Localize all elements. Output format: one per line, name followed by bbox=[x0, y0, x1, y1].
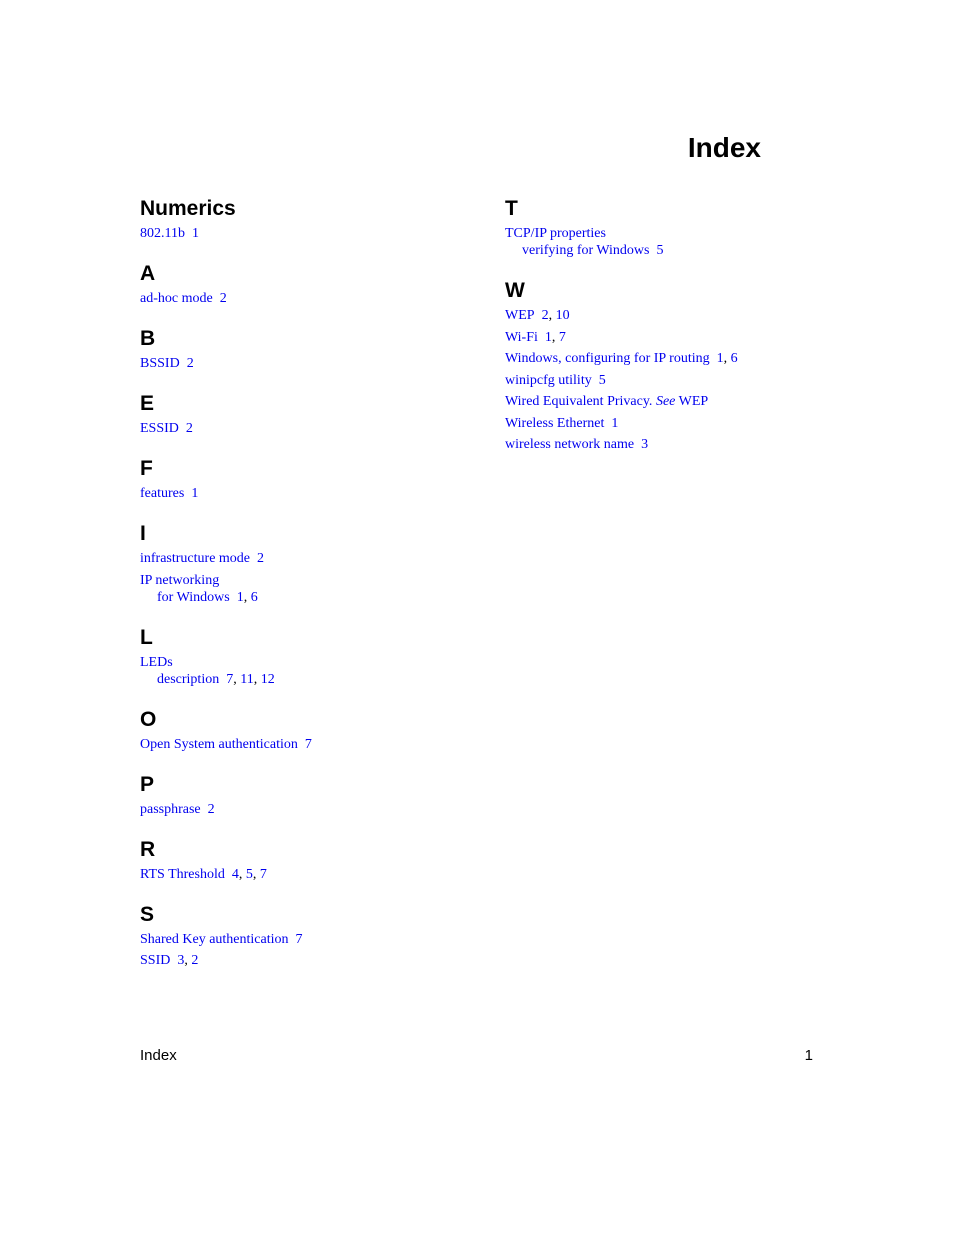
page-references bbox=[657, 243, 664, 258]
page-number-link[interactable]: 7 bbox=[295, 931, 303, 947]
page-references bbox=[305, 737, 312, 752]
page-footer bbox=[140, 1047, 813, 1064]
index-entries bbox=[140, 355, 470, 372]
page-references bbox=[186, 421, 193, 436]
see-reference-label: See bbox=[655, 394, 676, 409]
index-section bbox=[140, 834, 470, 889]
index-entries bbox=[140, 866, 470, 883]
index-section bbox=[140, 193, 470, 248]
index-term-link[interactable]: for Windows bbox=[157, 589, 230, 605]
page-number-link[interactable]: 6 bbox=[730, 351, 738, 366]
page-references: 7, 11, 12 bbox=[226, 671, 275, 687]
page-number-link[interactable]: 5 bbox=[656, 243, 664, 258]
page-number-link[interactable]: 1 bbox=[191, 226, 199, 241]
section-letter-heading: E bbox=[140, 392, 155, 415]
index-section bbox=[140, 769, 470, 824]
section-letter-heading: P bbox=[140, 772, 155, 796]
page-number: 1 bbox=[804, 1047, 813, 1064]
page-number-link[interactable]: 7 bbox=[558, 329, 566, 345]
page-number-link[interactable]: 1 bbox=[236, 589, 244, 605]
index-term-link[interactable]: WEP bbox=[505, 308, 535, 323]
index-section bbox=[140, 704, 470, 759]
index-entry bbox=[140, 866, 470, 883]
index-term-link[interactable]: description bbox=[157, 671, 220, 687]
index-entry bbox=[140, 355, 470, 372]
page-references bbox=[611, 416, 618, 431]
section-letter-heading: Numerics bbox=[140, 197, 236, 220]
index-entries bbox=[140, 931, 470, 970]
page-references bbox=[208, 802, 215, 817]
index-term-link[interactable]: wireless network name bbox=[505, 437, 635, 452]
page-number-link[interactable]: 5 bbox=[598, 372, 606, 388]
page-number-link[interactable]: 1 bbox=[611, 415, 619, 431]
index-section bbox=[140, 388, 470, 443]
page-number-link[interactable]: 2 bbox=[185, 421, 193, 436]
index-section bbox=[140, 622, 470, 694]
see-reference-link[interactable]: WEP bbox=[678, 394, 709, 409]
page-number-link[interactable]: 6 bbox=[250, 589, 258, 605]
index-term-link[interactable]: features bbox=[140, 486, 185, 501]
section-letter-heading: S bbox=[140, 902, 155, 926]
index-section bbox=[140, 899, 470, 976]
page-number-link[interactable]: 1 bbox=[716, 351, 724, 366]
index-entries bbox=[140, 290, 470, 307]
index-section bbox=[505, 193, 835, 265]
index-entry bbox=[140, 801, 470, 818]
index-column-left bbox=[140, 193, 470, 975]
index-entry bbox=[505, 329, 835, 346]
index-term-link[interactable]: Windows, configuring for IP routing bbox=[505, 351, 710, 366]
page-number-link[interactable]: 11 bbox=[240, 671, 254, 687]
index-term-link[interactable]: winipcfg utility bbox=[505, 372, 592, 388]
index-term-link[interactable]: BSSID bbox=[140, 356, 180, 371]
index-entries bbox=[140, 736, 470, 753]
index-entry bbox=[505, 225, 835, 242]
index-entry bbox=[505, 415, 835, 432]
index-term-link[interactable]: LEDs bbox=[140, 654, 173, 670]
section-letter-heading: O bbox=[140, 707, 157, 731]
index-entry bbox=[140, 572, 470, 589]
page-references bbox=[641, 437, 648, 452]
index-subentry bbox=[140, 671, 470, 688]
index-term-link[interactable]: SSID bbox=[140, 953, 171, 968]
page-references: 1, 6 bbox=[716, 351, 738, 366]
index-entries bbox=[505, 225, 835, 259]
page-references: 3, 2 bbox=[177, 953, 199, 968]
index-subentry bbox=[140, 589, 470, 606]
index-term-link[interactable]: 802.11b bbox=[140, 226, 185, 241]
index-section bbox=[140, 258, 470, 313]
index-term-link[interactable]: Shared Key authentication bbox=[140, 931, 289, 947]
index-term-link[interactable]: verifying for Windows bbox=[522, 243, 650, 258]
index-entries bbox=[140, 801, 470, 818]
page-number-link[interactable]: 2 bbox=[186, 356, 194, 371]
index-term-link[interactable]: RTS Threshold bbox=[140, 866, 225, 882]
index-term-link[interactable]: infrastructure mode bbox=[140, 551, 251, 566]
index-entries bbox=[140, 420, 470, 437]
index-column-right bbox=[505, 193, 835, 459]
index-section bbox=[140, 323, 470, 378]
page-references bbox=[220, 291, 227, 306]
index-entry bbox=[505, 307, 835, 324]
index-entry bbox=[140, 420, 470, 437]
section-letter-heading: F bbox=[140, 457, 153, 480]
page-references bbox=[599, 373, 606, 388]
section-letter-heading: T bbox=[505, 197, 518, 220]
index-term-link[interactable]: TCP/IP properties bbox=[505, 226, 606, 241]
index-entries bbox=[140, 225, 470, 242]
index-entries bbox=[140, 485, 470, 502]
page-references: 1, 6 bbox=[236, 589, 258, 605]
index-term-link[interactable]: IP networking bbox=[140, 572, 220, 588]
index-term-link[interactable]: Wireless Ethernet bbox=[505, 415, 605, 431]
page-number-link[interactable]: 10 bbox=[555, 308, 570, 323]
index-term-link[interactable]: ad-hoc mode bbox=[140, 291, 213, 306]
page-number-link[interactable]: 1 bbox=[191, 486, 199, 501]
index-entry bbox=[505, 350, 835, 367]
page-number-link[interactable]: 5 bbox=[245, 866, 253, 882]
page-number-link[interactable]: 3 bbox=[177, 953, 185, 968]
page-number-link[interactable]: 2 bbox=[219, 291, 227, 306]
index-term-link[interactable]: Wi-Fi bbox=[505, 329, 538, 345]
index-section bbox=[505, 275, 835, 459]
index-entry bbox=[140, 952, 470, 969]
index-section bbox=[140, 518, 470, 612]
page-number-link[interactable]: 3 bbox=[641, 437, 649, 452]
page-number-link[interactable]: 2 bbox=[541, 308, 549, 323]
page-references bbox=[296, 932, 303, 947]
index-entries bbox=[140, 550, 470, 606]
section-letter-heading: I bbox=[140, 522, 146, 545]
page-number-link[interactable]: 7 bbox=[259, 866, 267, 882]
page-references bbox=[192, 226, 199, 241]
footer-section-label: Index bbox=[140, 1047, 177, 1064]
index-term-link[interactable]: Open System authentication bbox=[140, 736, 298, 752]
page-number-link[interactable]: 4 bbox=[231, 866, 239, 882]
index-entries bbox=[505, 307, 835, 453]
page-number-link[interactable]: 7 bbox=[304, 736, 312, 752]
index-entries bbox=[140, 654, 470, 688]
index-entry bbox=[140, 931, 470, 948]
index-subentry bbox=[505, 242, 835, 259]
page-number-link[interactable]: 2 bbox=[207, 801, 215, 817]
index-entry bbox=[505, 393, 835, 410]
index-entry bbox=[140, 736, 470, 753]
index-entry bbox=[140, 290, 470, 307]
page-references bbox=[187, 356, 194, 371]
section-letter-heading: B bbox=[140, 327, 156, 350]
page-references bbox=[191, 486, 198, 501]
index-entry bbox=[140, 654, 470, 671]
page-number-link[interactable]: 12 bbox=[260, 671, 275, 687]
index-term-link[interactable]: Wired Equivalent Privacy. bbox=[505, 394, 653, 409]
page-number-link[interactable]: 2 bbox=[257, 551, 265, 566]
page-references: 2, 10 bbox=[541, 308, 570, 323]
index-entry bbox=[140, 550, 470, 567]
section-letter-heading: R bbox=[140, 837, 156, 861]
page-references: 4, 5, 7 bbox=[231, 866, 267, 882]
section-letter-heading: W bbox=[505, 279, 525, 302]
index-entry bbox=[140, 225, 470, 242]
index-entry bbox=[505, 372, 835, 389]
index-entry bbox=[505, 436, 835, 453]
index-section bbox=[140, 453, 470, 508]
index-entry bbox=[140, 485, 470, 502]
index-term-link[interactable]: passphrase bbox=[140, 801, 201, 817]
page-title: Index bbox=[687, 132, 761, 163]
section-letter-heading: L bbox=[140, 625, 153, 649]
section-letter-heading: A bbox=[140, 262, 156, 285]
page-number-link[interactable]: 7 bbox=[226, 671, 234, 687]
page-number-link[interactable]: 1 bbox=[544, 329, 552, 345]
page-references bbox=[257, 551, 264, 566]
page-references: 1, 7 bbox=[544, 329, 566, 345]
page-number-link[interactable]: 2 bbox=[191, 953, 199, 968]
index-term-link[interactable]: ESSID bbox=[140, 421, 179, 436]
